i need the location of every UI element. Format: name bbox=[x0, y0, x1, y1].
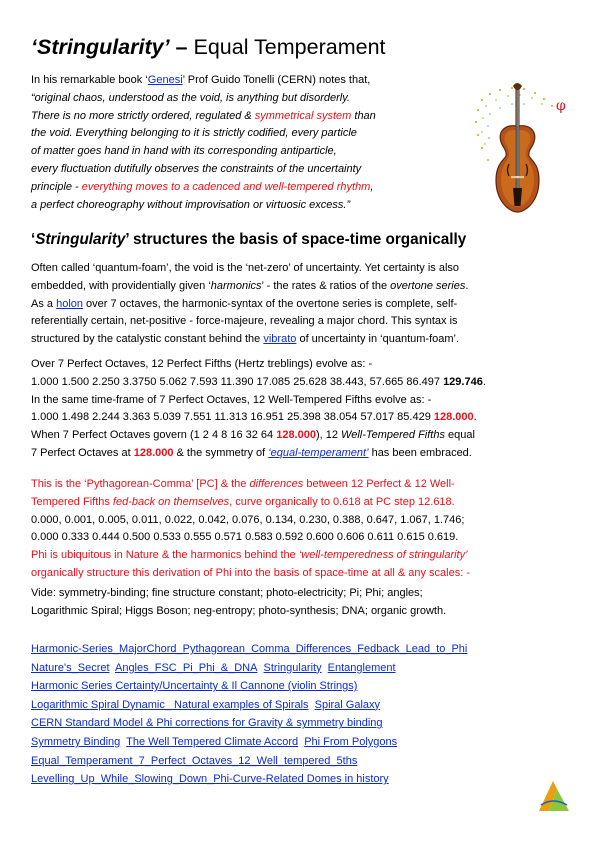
link-row bbox=[31, 640, 551, 659]
quote-line: In his remarkable book ‘Genesi’ Prof Guido Tonelli (CERN) notes that, bbox=[31, 74, 371, 86]
resource-link[interactable]: Harmonic-Series_MajorChord_Pythagorean_Comma_Differences_Fedback_Lead_to_Phi bbox=[31, 643, 468, 655]
quote-line: a perfect choreography without improvisation or virtuosic excess.” bbox=[31, 198, 351, 211]
text-line: 0.000, 0.001, 0.005, 0.011, 0.022, 0.042, 0.076, 0.134, 0.230, 0.388, 0.647, 1.067, 1.746; bbox=[31, 513, 465, 526]
text-line: Often called ‘quantum-foam’, the void is the ‘net-zero’ of uncertainty. Yet certainty is also bbox=[31, 262, 460, 274]
quote-line: every fluctuation dutifully observes the constraints of the uncertainty bbox=[31, 162, 362, 175]
holon-link[interactable]: holon bbox=[56, 297, 83, 310]
link-row bbox=[31, 659, 551, 678]
link-row bbox=[31, 696, 551, 715]
text-line: This is the ‘Pythagorean-Comma’ [PC] & the differences between 12 Perfect & 12 Well- bbox=[31, 478, 455, 490]
resource-link[interactable]: Angles_FSC_Pi_Phi_&_DNA bbox=[114, 661, 258, 674]
quote-line: There is no more strictly ordered, regulated & symmetrical system than bbox=[31, 109, 376, 122]
resource-link[interactable]: Harmonic Series Certainty/Uncertainty & Il Cannone (violin Strings) bbox=[31, 680, 358, 693]
text-line: Logarithmic Spiral; Higgs Boson; neg-entropy; photo-synthesis; DNA; organic growth. bbox=[31, 604, 447, 617]
text-line: In the same time-frame of 7 Perfect Octaves, 12 Well-Tempered Fifths evolve as: - bbox=[31, 393, 432, 406]
resource-link[interactable]: Equal_Temperament_7_Perfect_Octaves_12_Well_tempered_5ths bbox=[31, 754, 358, 767]
text-line: When 7 Perfect Octaves govern (1 2 4 8 16 32 64 128.000), 12 Well-Tempered Fifths equal bbox=[31, 429, 475, 442]
quote-line: principle - everything moves to a cadenced and well-tempered rhythm, bbox=[31, 180, 374, 193]
text-line: Over 7 Perfect Octaves, 12 Perfect Fifths (Hertz treblings) evolve as: - bbox=[31, 358, 373, 370]
text-line: Phi is ubiquitous in Nature & the harmonics behind the ‘well-temperedness of stringularity’ bbox=[31, 549, 468, 562]
quote-line: of matter goes hand in hand with its corresponding antiparticle, bbox=[31, 145, 337, 158]
resource-link[interactable]: Spiral Galaxy bbox=[314, 698, 381, 711]
resource-link[interactable]: Phi From Polygons bbox=[304, 735, 398, 748]
text-line: structured by the catalystic constant behind the vibrato of uncertainty in ‘quantum-foam’. bbox=[31, 333, 460, 346]
link-row bbox=[31, 714, 551, 733]
page-title: ‘Stringularity’ – Equal Temperament bbox=[31, 35, 386, 59]
link-row bbox=[31, 677, 551, 696]
resource-link[interactable]: Logarithmic Spiral Dynamic_ Natural examples of Spirals bbox=[31, 698, 309, 711]
text-line: As a holon over 7 octaves, the harmonic-syntax of the overtone series is complete, self- bbox=[31, 297, 458, 310]
text-line: 1.000 1.498 2.244 3.363 5.039 7.551 11.313 16.951 25.398 38.054 57.017 85.429 128.000. bbox=[31, 411, 477, 424]
resource-link[interactable]: Entanglement bbox=[327, 661, 396, 674]
quote-block bbox=[31, 72, 441, 214]
link-row bbox=[31, 770, 551, 789]
text-line: 7 Perfect Octaves at 128.000 & the symmetry of ‘equal-temperament’ has been embraced. bbox=[31, 446, 472, 459]
text-line: 1.000 1.500 2.250 3.3750 5.062 7.593 11.390 17.085 25.628 38.443, 57.665 86.497 129.746. bbox=[31, 375, 486, 388]
paragraph-fifths bbox=[31, 356, 551, 463]
link-list bbox=[31, 640, 551, 789]
logo-icon bbox=[535, 775, 573, 815]
text-line: organically structure this derivation of Phi into the basis of space-time at all & any scales: - bbox=[31, 566, 470, 579]
text-line: Tempered Fifths fed-back on themselves, curve organically to 0.618 at PC step 12.618. bbox=[31, 495, 455, 508]
link-row bbox=[31, 752, 551, 771]
paragraph-vide bbox=[31, 585, 551, 621]
resource-link[interactable]: Stringularity bbox=[263, 661, 322, 674]
text-line: Vide: symmetry-binding; fine structure constant; photo-electricity; Pi; Phi; angles; bbox=[31, 587, 423, 599]
resource-link[interactable]: CERN Standard Model & Phi corrections for Gravity & symmetry binding bbox=[31, 717, 383, 730]
genesi-link[interactable]: Genesi bbox=[147, 74, 183, 86]
quote-line: “original chaos, understood as the void, is anything but disorderly. bbox=[31, 91, 350, 104]
section-heading: ‘Stringularity’ structures the basis of space-time organically bbox=[31, 231, 467, 248]
violin-icon bbox=[496, 83, 539, 212]
resource-link[interactable]: Levelling_Up_While_Slowing_Down_Phi-Curve-Related Domes in history bbox=[31, 773, 389, 786]
text-line: embedded, with providentially given ‘harmonics’ - the rates & ratios of the overtone series. bbox=[31, 279, 469, 292]
quote-line: the void. Everything belonging to it is strictly codified, every particle bbox=[31, 127, 357, 140]
phi-symbol: φ bbox=[556, 98, 566, 114]
link-row bbox=[31, 733, 551, 752]
text-line: 0.000 0.333 0.444 0.500 0.533 0.555 0.571 0.583 0.592 0.600 0.606 0.611 0.615 0.619. bbox=[31, 531, 459, 544]
equal-temperament-link[interactable]: ‘equal-temperament’ bbox=[268, 446, 369, 459]
resource-link[interactable]: Nature's_Secret bbox=[31, 661, 110, 674]
resource-link[interactable]: The Well Tempered Climate Accord bbox=[126, 735, 299, 748]
violin-phi-image bbox=[460, 80, 575, 225]
resource-link[interactable]: Symmetry Binding bbox=[31, 735, 121, 748]
text-line: referentially certain, net-positive - force-majeure, revealing a major chord. This syntax is bbox=[31, 315, 458, 328]
paragraph-void bbox=[31, 260, 551, 349]
vibrato-link[interactable]: vibrato bbox=[263, 333, 297, 346]
paragraph-comma bbox=[31, 476, 551, 583]
